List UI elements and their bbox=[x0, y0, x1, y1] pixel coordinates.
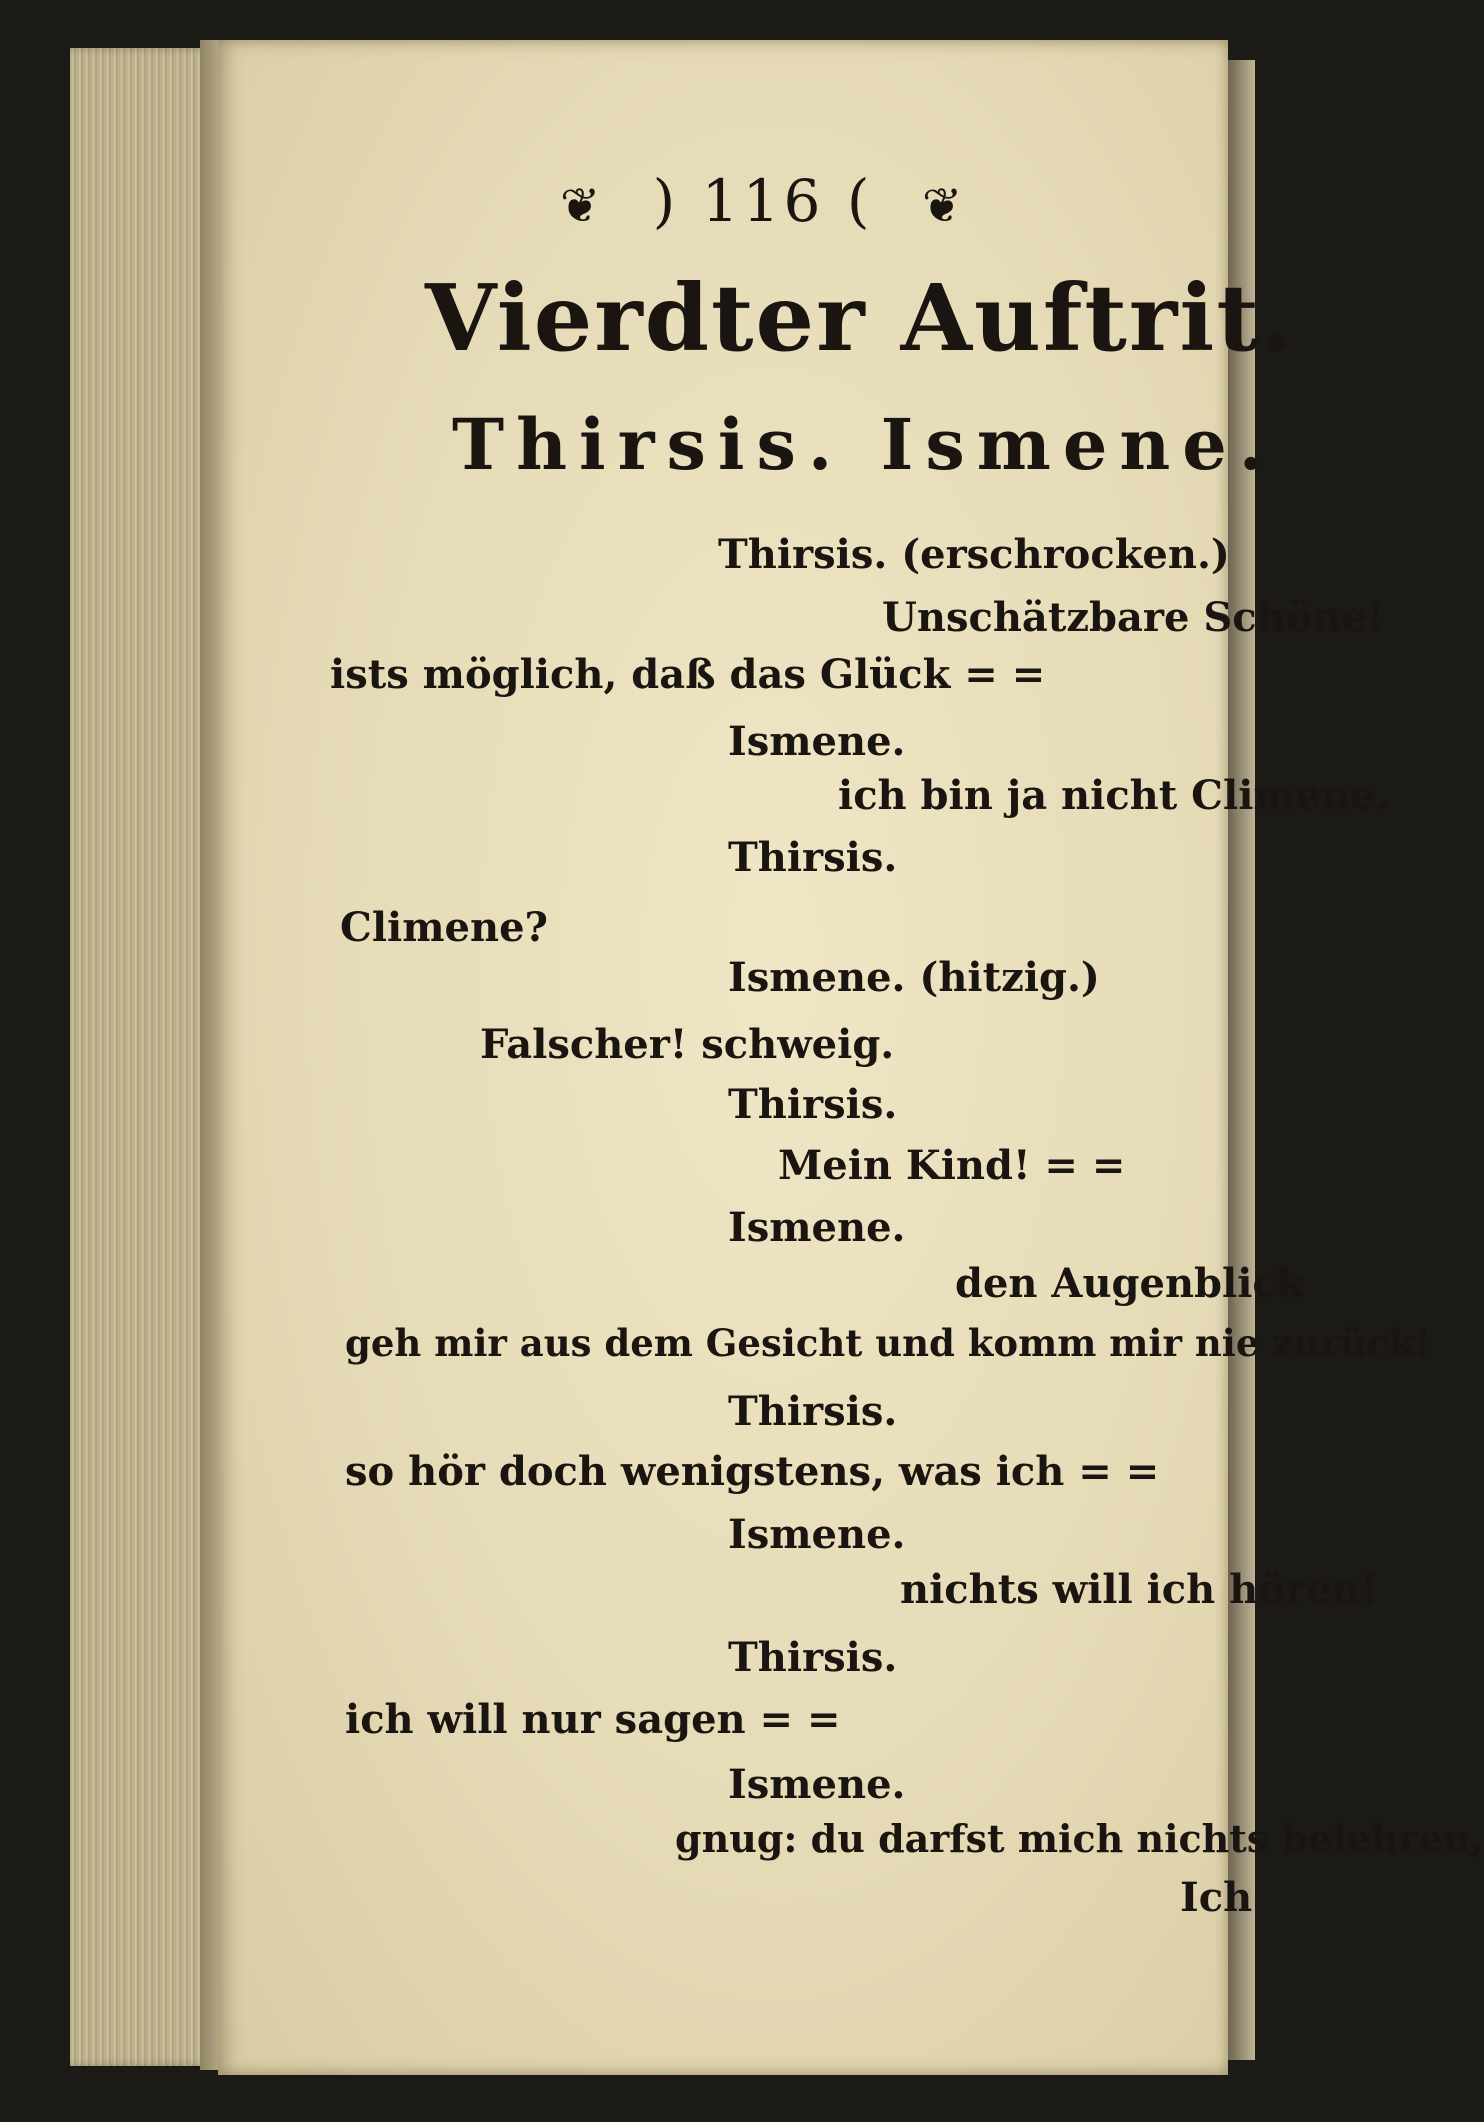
speaker-label: Thirsis. bbox=[728, 834, 898, 881]
text-line: geh mir aus dem Gesicht und komm mir nie zurück! bbox=[345, 1321, 1431, 1365]
ornament-left-icon: ❦ bbox=[560, 177, 605, 234]
text-line: ists möglich, daß das Glück = = bbox=[330, 651, 1046, 698]
speaker-label: Ismene. bbox=[728, 1761, 906, 1808]
text-line: gnug: du darfst mich nichts belehren, bbox=[675, 1816, 1484, 1861]
speaker-label: Thirsis. bbox=[728, 1388, 898, 1435]
text-line: Climene? bbox=[340, 904, 548, 951]
page-header bbox=[560, 167, 967, 235]
page-number: ) 116 ( bbox=[652, 167, 874, 235]
speaker-label: Thirsis. bbox=[728, 1081, 898, 1128]
text-line: ich will nur sagen = = bbox=[345, 1696, 841, 1743]
speaker-line: Ismene. (hitzig.) bbox=[728, 954, 1100, 1001]
speaker-label: Thirsis. bbox=[728, 1634, 898, 1681]
catchword: Ich bbox=[1180, 1874, 1253, 1921]
ornament-right-icon: ❦ bbox=[921, 177, 967, 234]
speaker-line: Thirsis. (erschrocken.) bbox=[718, 531, 1230, 578]
text-line: den Augenblick bbox=[955, 1260, 1305, 1307]
text-line: Falscher! schweig. bbox=[480, 1021, 895, 1068]
text-line: Unschätzbare Schöne! bbox=[882, 594, 1385, 641]
text-line: Mein Kind! = = bbox=[778, 1142, 1126, 1189]
speaker-label: Ismene. bbox=[728, 1511, 906, 1558]
speaker-label: Ismene. bbox=[728, 718, 906, 765]
scene-title: Vierdter Auftrit. bbox=[425, 264, 1295, 372]
character-list: Thirsis. Ismene. bbox=[452, 403, 1276, 486]
page-edges bbox=[70, 48, 220, 2066]
speaker-label: Ismene. bbox=[728, 1204, 906, 1251]
text-line: ich bin ja nicht Climene. bbox=[838, 772, 1390, 819]
text-line: nichts will ich hören! bbox=[900, 1566, 1379, 1613]
text-line: so hör doch wenigstens, was ich = = bbox=[345, 1448, 1160, 1495]
